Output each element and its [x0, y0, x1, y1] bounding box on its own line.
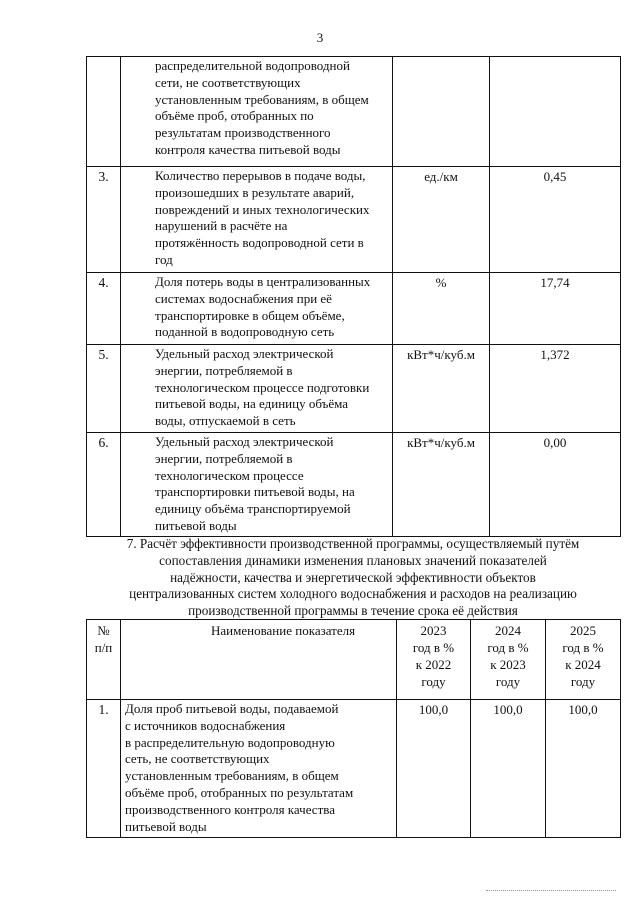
text-line: Доля потерь воды в централизованных: [155, 274, 371, 289]
value: 0,00: [490, 433, 621, 537]
header-line: к 2023: [490, 657, 526, 672]
indicators-table: [86, 56, 621, 537]
table-row: [87, 433, 621, 537]
unit: [393, 57, 490, 167]
indicator-name: [121, 273, 393, 345]
header-line: 2024: [495, 623, 521, 638]
unit: кВт*ч/куб.м: [393, 345, 490, 433]
header-line: п/п: [94, 640, 113, 655]
unit: кВт*ч/куб.м: [393, 433, 490, 537]
indicator-name: [121, 345, 393, 433]
header-line: к 2022: [415, 657, 452, 672]
table-row: [87, 57, 621, 167]
header-line: 2023: [420, 623, 447, 638]
text-line: контроля качества питьевой воды: [155, 141, 341, 157]
table-row: [87, 273, 621, 345]
text-line: протяжённость водопроводной сети в: [155, 235, 364, 251]
text-line: нарушений в расчёте на: [155, 218, 288, 234]
text-line: результатам производственного: [155, 125, 331, 141]
value-2024: 100,0: [471, 700, 546, 838]
title-line: производственной программы в течение срока её действия: [188, 603, 518, 619]
header-year-2025: [546, 620, 621, 700]
row-number: 6.: [87, 433, 121, 537]
text-line: транспортировки питьевой воды, на: [155, 484, 355, 500]
text-line: питьевой воды, на единицу объёма: [155, 396, 349, 412]
table-row: [87, 345, 621, 433]
text-line: объёме проб, отобранных по результатам: [125, 784, 354, 800]
row-number: 3.: [87, 167, 121, 273]
text-line: технологическом процессе подготовки: [155, 379, 370, 395]
table-header: [87, 620, 621, 700]
text-line: производственного контроля качества: [125, 801, 335, 817]
text-line: с источников водоснабжения: [125, 717, 286, 733]
header-line: год в %: [412, 640, 455, 655]
value: [490, 57, 621, 167]
text-line: Удельный расход электрической: [155, 434, 334, 449]
header-line: году: [570, 674, 596, 689]
indicator-name: [121, 433, 393, 537]
text-line: распределительной водопроводной: [155, 58, 350, 73]
indicator-name: [121, 57, 393, 167]
header-indicator-name: Наименование показателя: [121, 620, 397, 700]
text-line: установленным требованиям, в общем: [155, 91, 369, 107]
row-number: 4.: [87, 273, 121, 345]
text-line: питьевой воды: [125, 818, 207, 834]
unit: ед./км: [393, 167, 490, 273]
row-number: 5.: [87, 345, 121, 433]
header-line: 2025: [570, 623, 596, 638]
header-line: году: [421, 674, 446, 689]
value: 1,372: [490, 345, 621, 433]
table-row: [87, 167, 621, 273]
text-line: повреждений и иных технологических: [155, 201, 370, 217]
text-line: сеть, не соответствующих: [125, 751, 270, 767]
text-line: в распределительную водопроводную: [125, 734, 335, 750]
header-line: №: [97, 623, 110, 638]
title-line: надёжности, качества и энергетической эффективности объектов: [170, 569, 536, 585]
value: 0,45: [490, 167, 621, 273]
header-number: [87, 620, 121, 700]
text-line: сети, не соответствующих: [155, 74, 301, 90]
title-line: централизованных систем холодного водоснабжения и расходов на реализацию: [129, 586, 577, 602]
row-number: [87, 57, 121, 167]
indicator-name: [121, 167, 393, 273]
text-line: единицу объёма транспортируемой: [155, 501, 351, 517]
text-line: установленным требованиям, в общем: [125, 768, 339, 784]
header-line: к 2024: [565, 657, 601, 672]
header-year-2024: [471, 620, 546, 700]
text-line: поданной в водопроводную сеть: [155, 324, 335, 340]
text-line: год: [155, 251, 173, 267]
page-number: 3: [316, 30, 324, 45]
text-line: энергии, потребляемой в: [155, 450, 293, 466]
text-line: технологическом процессе: [155, 467, 304, 483]
text-line: системах водоснабжения при её: [155, 290, 332, 306]
header-line: год в %: [562, 640, 604, 655]
indicator-name: [121, 700, 397, 838]
text-line: энергии, потребляемой в: [155, 362, 293, 378]
value-2023: 100,0: [397, 700, 471, 838]
footer-divider: [486, 890, 616, 891]
text-line: транспортировке в общем объёме,: [155, 307, 345, 323]
text-line: Доля проб питьевой воды, подаваемой: [125, 701, 339, 716]
title-line: сопоставления динамики изменения плановых значений показателей: [159, 552, 547, 568]
efficiency-table: [86, 619, 621, 838]
text-line: Количество перерывов в подаче воды,: [155, 168, 366, 183]
text-line: объёме проб, отобранных по: [155, 108, 314, 124]
text-line: питьевой воды: [155, 517, 237, 533]
row-number: 1.: [87, 700, 121, 838]
text-line: воды, отпускаемой в сеть: [155, 413, 296, 429]
section-7-title: [86, 536, 620, 620]
unit: %: [393, 273, 490, 345]
header-year-2023: [397, 620, 471, 700]
title-line: 7. Расчёт эффективности производственной программы, осуществляемый путём: [126, 536, 580, 551]
header-line: год в %: [487, 640, 529, 655]
value: 17,74: [490, 273, 621, 345]
header-line: году: [495, 674, 521, 689]
text-line: произошедших в результате аварий,: [155, 184, 355, 200]
value-2025: 100,0: [546, 700, 621, 838]
table-row: [87, 700, 621, 838]
text-line: Удельный расход электрической: [155, 346, 334, 361]
